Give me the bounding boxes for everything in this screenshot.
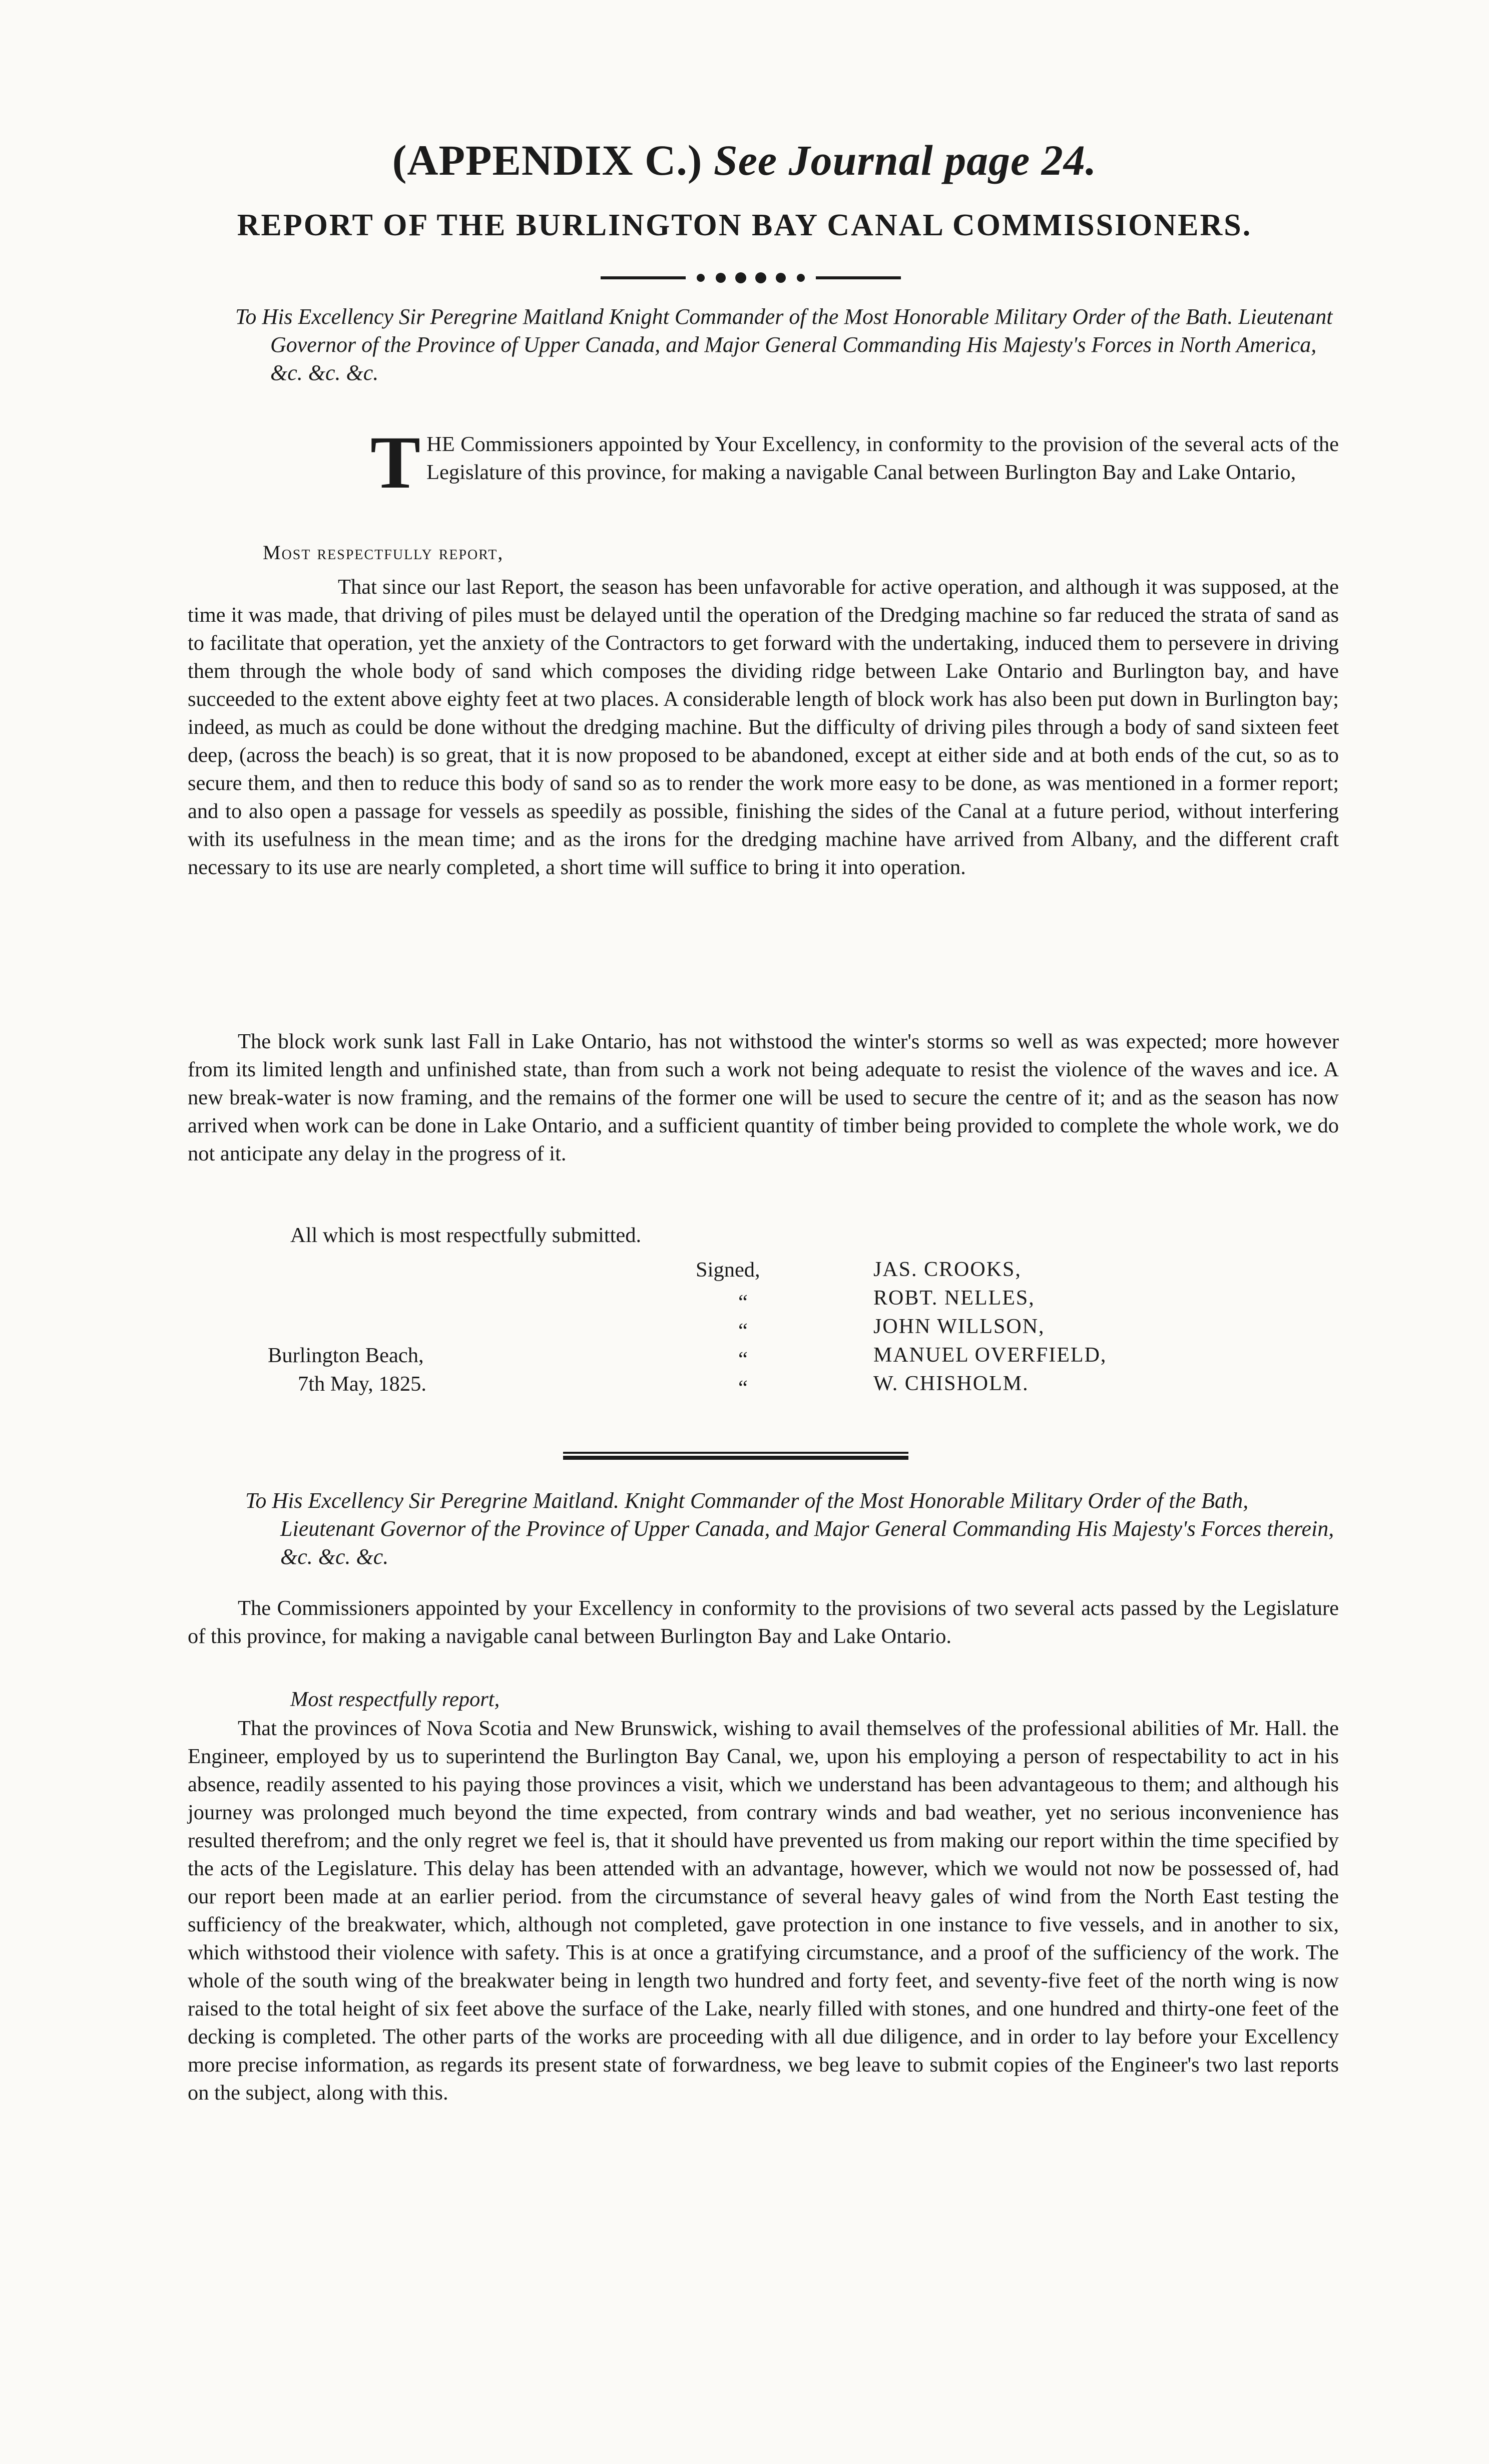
signed-label: Signed, — [696, 1258, 760, 1282]
drop-cap: T — [370, 421, 421, 504]
report-heading: REPORT OF THE BURLINGTON BAY CANAL COMMISSIONERS. — [237, 208, 1252, 242]
ditto-mark: “ — [738, 1348, 748, 1371]
ditto-mark: “ — [738, 1319, 748, 1343]
signer-name: JOHN WILLSON, — [873, 1315, 1045, 1338]
intro-text-1: HE Commissioners appointed by Your Excellency, in conformity to the provision of the several acts of the Legislature of this province, for making a navigable Canal between Burlington Bay and Lake Ontario, — [426, 433, 1339, 484]
dedication-address-1: To His Excellency Sir Peregrine Maitland Knight Commander of the Most Honorable Military Order of the Bath. Lieutenant Governor of the Province of Upper Canada, and Major General Commanding His Majesty's Forces in North America, &c. &c. &c. — [235, 304, 1333, 385]
ditto-mark: “ — [738, 1291, 748, 1314]
ditto-mark: “ — [738, 1376, 748, 1400]
signer-name: MANUEL OVERFIELD, — [873, 1344, 1107, 1367]
report1-paragraph-2: The block work sunk last Fall in Lake Ontario, has not withstood the winter's storms so well as was expected; more however from its limited length and unfinished state, than from such a work not being adequate to resist the violence of the waves and ice. A new break-water is now framing, and the remains of the former one will be used to secure the centre of it; and as the season has now arrived when work can be done in Lake Ontario, and a sufficient quantity of timber being provided to complete the whole work, we do not anticipate any delay in the progress of it. — [188, 1030, 1339, 1165]
place-line: Burlington Beach, — [268, 1344, 424, 1367]
salutation-2: Most respectfully report, — [290, 1688, 500, 1711]
signer-name: ROBT. NELLES, — [873, 1287, 1035, 1310]
section-rule — [563, 1451, 908, 1461]
closing-line: All which is most respectfully submitted. — [290, 1223, 642, 1247]
report1-paragraph-1: That since our last Report, the season has been unfavorable for active operation, and although it was supposed, at the time it was made, that driving of piles must be delayed until the operation of the Dredging machine so far reduced the strata of sand as to facilitate that operation, yet the anxiety of the Contractors to get forward with the undertaking, induced them to persevere in driving them through the whole body of sand which composes the dividing ridge between Lake Ontario and Burlington bay, and have succeeded to the extent above eighty feet at two places. A considerable length of block work has also been put down in Burlington bay; indeed, as much as could be done without the dredging machine. But the difficulty of driving piles through a body of sand sixteen feet deep, (across the beach) is so great, that it is now proposed to be abandoned, except at either side and at both ends of the cut, so as to secure them, and then to reduce this body of sand so as to render the work more easy to be done, as was mentioned in a former report; and to also open a passage for vessels as speedily as possible, finishing the sides of the Canal at a future period, without interfering with its usefulness in the mean time; and as the irons for the dredging machine have arrived from Albany, and the different craft necessary to its use are nearly completed, a short time will suffice to bring it into operation. — [188, 575, 1339, 879]
dedication-address-2: To His Excellency Sir Peregrine Maitland. Knight Commander of the Most Honorable Military Order of the Bath, Lieutenant Governor of the Province of Upper Canada, and Major General Commanding His Majesty's Forces therein, &c. &c. &c. — [245, 1488, 1334, 1569]
appendix-label: (APPENDIX C.) — [392, 136, 703, 184]
signer-name: JAS. CROOKS, — [873, 1258, 1022, 1281]
page-title — [0, 135, 1489, 185]
intro-paragraph-2: The Commissioners appointed by your Excellency in conformity to the provisions of two several acts passed by the Legislature of this province, for making a navigable canal between Burlington Bay and Lake Ontario. — [188, 1596, 1339, 1648]
journal-reference: See Journal page 24. — [713, 136, 1097, 184]
report2-paragraph-1: That the provinces of Nova Scotia and New Brunswick, wishing to avail themselves of the professional abilities of Mr. Hall. the Engineer, employed by us to superintend the Burlington Bay Canal, we, upon his employing a person of respectability to act in his absence, readily assented to his paying those provinces a visit, which we understand has been advantageous to them; and although his journey was prolonged much beyond the time expected, from contrary winds and bad weather, yet no serious inconvenience has resulted therefrom; and the only regret we feel is, that it should have prevented us from making our report within the time specified by the acts of the Legislature. This delay has been attended with an advantage, however, which we would not now be possessed of, had our report been made at an earlier period. from the circumstance of several heavy gales of wind from the North East testing the sufficiency of the breakwater, which, although not completed, gave protection in one instance to five vessels, and in another to six, which withstood their violence with safety. This is at once a gratifying circumstance, and a proof of the sufficiency of the work. The whole of the south wing of the breakwater being in length two hundred and forty feet, and seventy-five feet of the north wing is now raised to the total height of six feet above the surface of the Lake, nearly filled with stones, and one hundred and thirty-one feet of the decking is completed. The other parts of the works are proceeding with all due diligence, and in order to lay before your Excellency more precise information, as regards its present state of forwardness, we beg leave to submit copies of the Engineer's two last reports on the subject, along with this. — [188, 1717, 1339, 2105]
salutation-1: Most respectfully report, — [263, 541, 504, 564]
intro-paragraph-1 — [188, 421, 1339, 504]
date-line: 7th May, 1825. — [298, 1372, 426, 1396]
signer-name: W. CHISHOLM. — [873, 1372, 1029, 1395]
ornament-divider — [601, 270, 901, 285]
